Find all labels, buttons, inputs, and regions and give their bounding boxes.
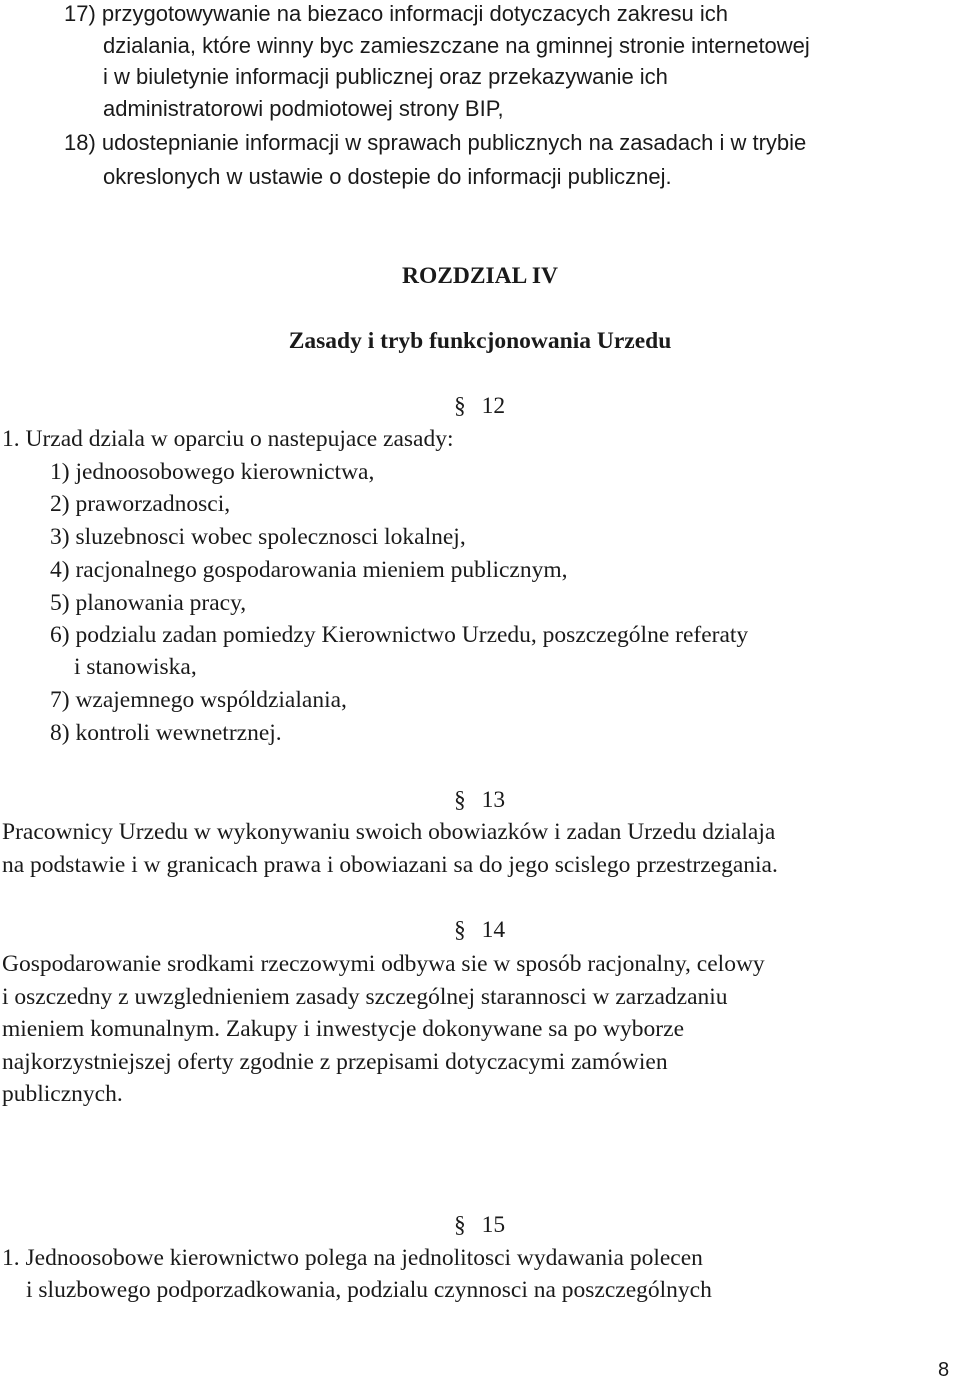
section-14-line-5: publicznych. bbox=[2, 1081, 123, 1107]
list-item-17-line-4: administratorowi podmiotowej strony BIP, bbox=[103, 96, 504, 121]
list-item-17-line-3: i w biuletynie informacji publicznej oraz przekazywanie ich bbox=[103, 64, 668, 89]
section-number: 13 bbox=[481, 787, 506, 813]
list-item-18-line-2: okreslonych w ustawie o dostepie do informacji publicznej. bbox=[103, 164, 672, 189]
section-symbol: § bbox=[454, 787, 466, 813]
section-14-line-1: Gospodarowanie srodkami rzeczowymi odbywa sie w sposób racjonalny, celowy bbox=[2, 951, 765, 977]
section-12-item-3: 3) sluzebnosci wobec spolecznosci lokalnej, bbox=[50, 524, 466, 550]
section-12-item-6-cont: i stanowiska, bbox=[74, 654, 197, 680]
section-symbol: § bbox=[454, 393, 466, 419]
section-12-item-7: 7) wzajemnego wspóldzialania, bbox=[50, 687, 347, 713]
section-symbol: § bbox=[454, 1212, 466, 1238]
section-13-line-1: Pracownicy Urzedu w wykonywaniu swoich obowiazków i zadan Urzedu dzialaja bbox=[2, 819, 776, 845]
section-14-line-4: najkorzystniejszej oferty zgodnie z przepisami dotyczacymi zamówien bbox=[2, 1049, 668, 1075]
section-13-line-2: na podstawie i w granicach prawa i obowiazani sa do jego scislego przestrzegania. bbox=[2, 852, 778, 878]
section-12-item-4: 4) racjonalnego gospodarowania mieniem publicznym, bbox=[50, 557, 568, 583]
section-number: 12 bbox=[481, 393, 506, 419]
section-symbol: § bbox=[454, 917, 466, 943]
section-15-line-2: i sluzbowego podporzadkowania, podzialu czynnosci na poszczególnych bbox=[26, 1277, 712, 1303]
list-item-17-line-1: 17) przygotowywanie na biezaco informacji dotyczacych zakresu ich bbox=[64, 1, 728, 26]
section-12-item-2: 2) praworzadnosci, bbox=[50, 491, 231, 517]
chapter-title: ROZDZIAL IV bbox=[401, 263, 559, 289]
page-number: 8 bbox=[938, 1359, 950, 1381]
section-number: 15 bbox=[481, 1212, 506, 1238]
section-number: 14 bbox=[481, 917, 506, 943]
list-item-17-line-2: dzialania, które winny byc zamieszczane na gminnej stronie internetowej bbox=[103, 33, 810, 58]
section-15-heading bbox=[454, 1211, 505, 1239]
section-14-line-3: mieniem komunalnym. Zakupy i inwestycje dokonywane sa po wyborze bbox=[2, 1016, 684, 1042]
section-13-heading bbox=[454, 786, 505, 814]
section-12-heading bbox=[454, 392, 505, 420]
section-12-item-5: 5) planowania pracy, bbox=[50, 590, 247, 616]
chapter-subtitle: Zasady i tryb funkcjonowania Urzedu bbox=[288, 328, 672, 354]
section-14-heading bbox=[454, 916, 505, 944]
section-12-item-6: 6) podzialu zadan pomiedzy Kierownictwo Urzedu, poszczególne referaty bbox=[50, 622, 749, 648]
section-12-item-8: 8) kontroli wewnetrznej. bbox=[50, 720, 282, 746]
list-item-18-line-1: 18) udostepnianie informacji w sprawach publicznych na zasadach i w trybie bbox=[64, 130, 807, 155]
section-12-intro: 1. Urzad dziala w oparciu o nastepujace zasady: bbox=[2, 426, 454, 452]
section-14-line-2: i oszczedny z uwzglednieniem zasady szczególnej starannosci w zarzadzaniu bbox=[2, 984, 728, 1010]
section-12-item-1: 1) jednoosobowego kierownictwa, bbox=[50, 459, 375, 485]
section-15-line-1: 1. Jednoosobowe kierownictwo polega na jednolitosci wydawania polecen bbox=[2, 1245, 703, 1271]
